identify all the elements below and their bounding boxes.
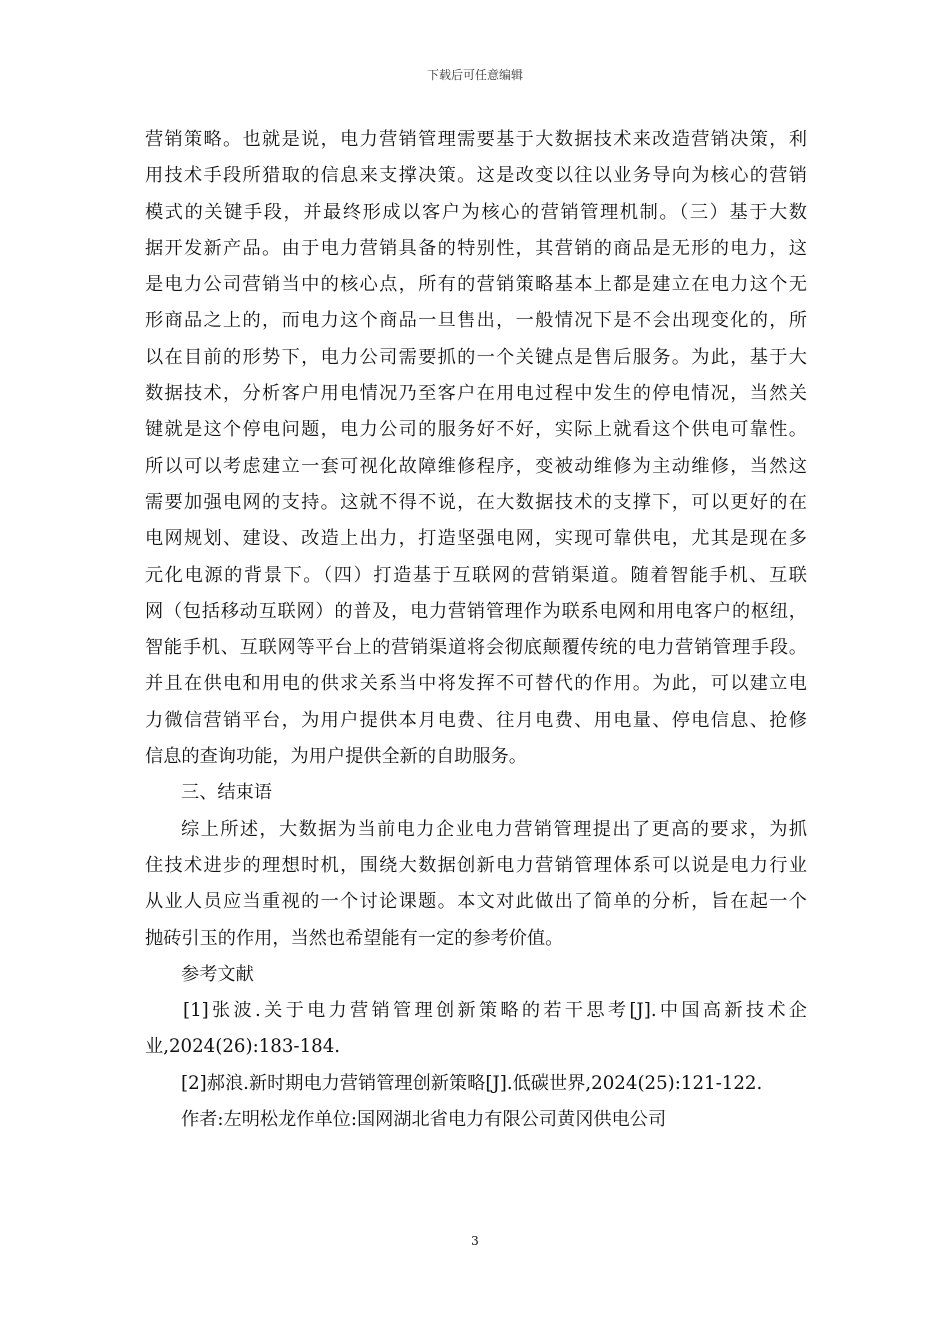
text-line: 电网规划、建设、改造上出力，打造坚强电网，实现可靠供电，尤其是现在多	[145, 528, 807, 550]
text-line: 据开发新产品。由于电力营销具备的特别性，其营销的商品是无形的电力，这	[145, 237, 807, 259]
text-line: 网（包括移动互联网）的普及，电力营销管理作为联系电网和用电客户的枢纽，	[145, 600, 807, 622]
document-body	[145, 122, 807, 1138]
text-line: 以在目前的形势下，电力公司需要抓的一个关键点是售后服务。为此，基于大	[145, 346, 807, 368]
text-line: 形商品之上的，而电力这个商品一旦售出，一般情况下是不会出现变化的，所	[145, 310, 807, 332]
text-line: 综上所述，大数据为当前电力企业电力营销管理提出了更高的要求，为抓	[181, 818, 807, 840]
text-line: 住技术进步的理想时机，围绕大数据创新电力营销管理体系可以说是电力行业	[145, 854, 807, 876]
text-line: 智能手机、互联网等平台上的营销渠道将会彻底颠覆传统的电力营销管理手段。	[145, 637, 807, 659]
text-line: 信息的查询功能，为用户提供全新的自助服务。	[145, 746, 527, 768]
section-heading-conclusion: 三、结束语	[181, 782, 272, 804]
page-header: 下载后可任意编辑	[426, 68, 523, 82]
reference-item-2: [2]郝浪.新时期电力营销管理创新策略[J].低碳世界,2024(25):121-122.	[181, 1072, 763, 1094]
page-number: 3	[471, 1234, 479, 1248]
reference-item-1: [1]张波.关于电力营销管理创新策略的若干思考[J].中国高新技术企	[183, 1000, 807, 1022]
text-line: 并且在供电和用电的供求关系当中将发挥不可替代的作用。为此，可以建立电	[145, 673, 807, 695]
references-section	[145, 957, 807, 1138]
text-line: 键就是这个停电问题，电力公司的服务好不好，实际上就看这个供电可靠性。	[145, 419, 807, 441]
text-line: 营销策略。也就是说，电力营销管理需要基于大数据技术来改造营销决策，利	[145, 129, 807, 150]
paragraph-big-data-marketing	[145, 122, 807, 775]
text-line: 模式的关键手段，并最终形成以客户为核心的营销管理机制。（三）基于大数	[145, 201, 807, 223]
text-line: 元化电源的背景下。（四）打造基于互联网的营销渠道。随着智能手机、互联	[145, 564, 807, 586]
paragraph-conclusion	[145, 812, 807, 957]
text-line: 所以可以考虑建立一套可视化故障维修程序，变被动维修为主动维修，当然这	[145, 455, 807, 477]
text-line: 抛砖引玉的作用，当然也希望能有一定的参考价值。	[145, 927, 564, 949]
text-line: 需要加强电网的支持。这就不得不说，在大数据技术的支撑下，可以更好的在	[145, 491, 807, 513]
reference-item-1-cont: 业,2024(26):183-184.	[145, 1036, 341, 1058]
text-line: 用技术手段所猎取的信息来支撑决策。这是改变以往以业务导向为核心的营销	[145, 165, 807, 187]
text-line: 数据技术，分析客户用电情况乃至客户在用电过程中发生的停电情况，当然关	[145, 383, 807, 405]
text-line: 是电力公司营销当中的核心点，所有的营销策略基本上都是建立在电力这个无	[145, 274, 807, 296]
text-line: 力微信营销平台，为用户提供本月电费、往月电费、用电量、停电信息、抢修	[145, 709, 807, 731]
text-line: 从业人员应当重视的一个讨论课题。本文对此做出了简单的分析，旨在起一个	[145, 891, 807, 913]
references-heading: 参考文献	[181, 963, 254, 985]
author-info: 作者:左明松龙作单位:国网湖北省电力有限公司黄冈供电公司	[181, 1109, 667, 1131]
